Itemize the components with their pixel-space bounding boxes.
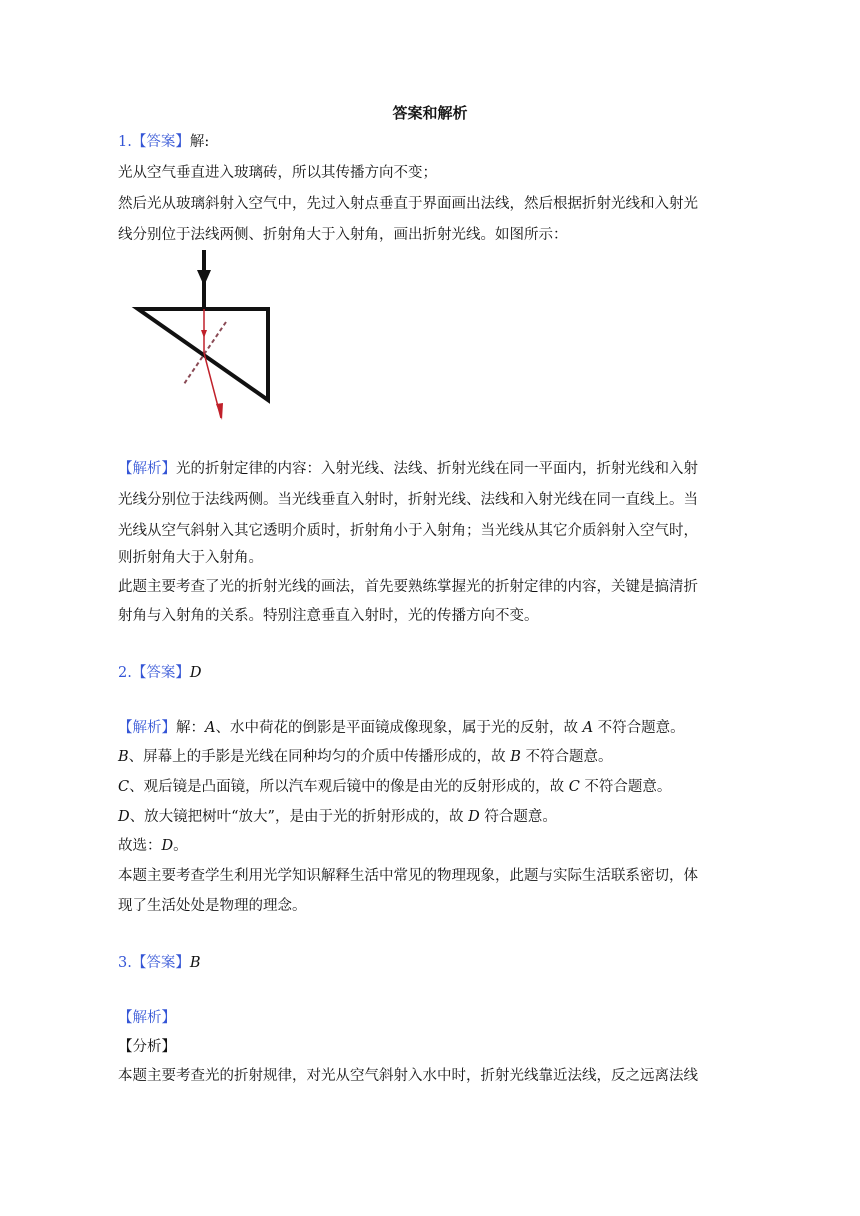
q3-sub-tag: 【分析】 <box>118 1039 176 1055</box>
q1-analysis-line-6: 射角与入射角的关系。特别注意垂直入射时，光的传播方向不变。 <box>118 608 539 624</box>
q1-analysis-line-5: 此题主要考查了光的折射光线的画法，首先要熟练掌握光的折射定律的内容，关键是搞清折 <box>118 579 698 595</box>
refracted-arrowhead <box>216 403 223 420</box>
q2-answer-line <box>118 663 738 683</box>
q1-answer-tag: 【答案】 <box>131 134 190 150</box>
q3-answer-line <box>118 953 738 973</box>
q2-answer: D <box>189 665 202 681</box>
q2-analysis-tag: 【解析】 <box>118 720 176 736</box>
page-title: 答案和解析 <box>392 104 468 122</box>
q3-line: 本题主要考查光的折射规律，对光从空气斜射入水中时，折射光线靠近法线，反之远离法线 <box>118 1068 698 1084</box>
q2-answer-tag: 【答案】 <box>131 665 190 681</box>
q2-choice-line: 故选：D。 <box>118 838 188 854</box>
q1-intro: 解: <box>189 134 210 150</box>
q1-line-3: 线分别位于法线两侧、折射角大于入射角，画出折射光线。如图所示： <box>118 227 568 243</box>
q1-number: 1. <box>118 134 132 150</box>
q1-line-2: 然后光从玻璃斜射入空气中，先过入射点垂直于界面画出法线，然后根据折射光线和入射光 <box>118 196 698 212</box>
q1-analysis-line-1: 【解析】光的折射定律的内容：入射光线、法线、折射光线在同一平面内，折射光线和入射 <box>118 461 698 477</box>
inner-arrowhead <box>201 330 207 338</box>
q2-number: 2. <box>118 665 132 681</box>
q2-analysis-line-d: D、放大镜把树叶“放大”，是由于光的折射形成的，故 D 符合题意。 <box>118 809 557 825</box>
q3-answer-tag: 【答案】 <box>131 955 190 971</box>
q2-analysis-line-b: B、屏幕上的手影是光线在同种均匀的介质中传播形成的，故 B 不符合题意。 <box>118 749 613 765</box>
q2-analysis-line-c: C、观后镜是凸面镜，所以汽车观后镜中的像是由光的反射形成的，故 C 不符合题意。 <box>118 779 672 795</box>
q1-analysis-line-4: 则折射角大于入射角。 <box>118 550 263 566</box>
q1-answer-line <box>118 132 738 152</box>
glass-prism <box>138 309 268 400</box>
q2-summary-line-1: 本题主要考查学生利用光学知识解释生活中常见的物理现象，此题与实际生活联系密切，体 <box>118 868 698 884</box>
incident-arrowhead <box>197 270 211 286</box>
q1-analysis-line-3: 光线从空气斜射入其它透明介质时，折射角小于入射角；当光线从其它介质斜射入空气时， <box>118 523 698 539</box>
q1-line-1: 光从空气垂直进入玻璃砖，所以其传播方向不变； <box>118 165 437 181</box>
q3-answer: B <box>189 955 201 971</box>
q2-analysis-line-a: 【解析】解：A、水中荷花的倒影是平面镜成像现象，属于光的反射，故 A 不符合题意。 <box>118 720 685 736</box>
q1-analysis-line-2: 光线分别位于法线两侧。当光线垂直入射时，折射光线、法线和入射光线在同一直线上。当 <box>118 492 698 508</box>
q2-summary-line-2: 现了生活处处是物理的理念。 <box>118 898 307 914</box>
q3-number: 3. <box>118 955 132 971</box>
q1-analysis-tag: 【解析】 <box>118 461 176 477</box>
q3-analysis-tag: 【解析】 <box>118 1010 176 1026</box>
refraction-diagram <box>130 248 280 423</box>
